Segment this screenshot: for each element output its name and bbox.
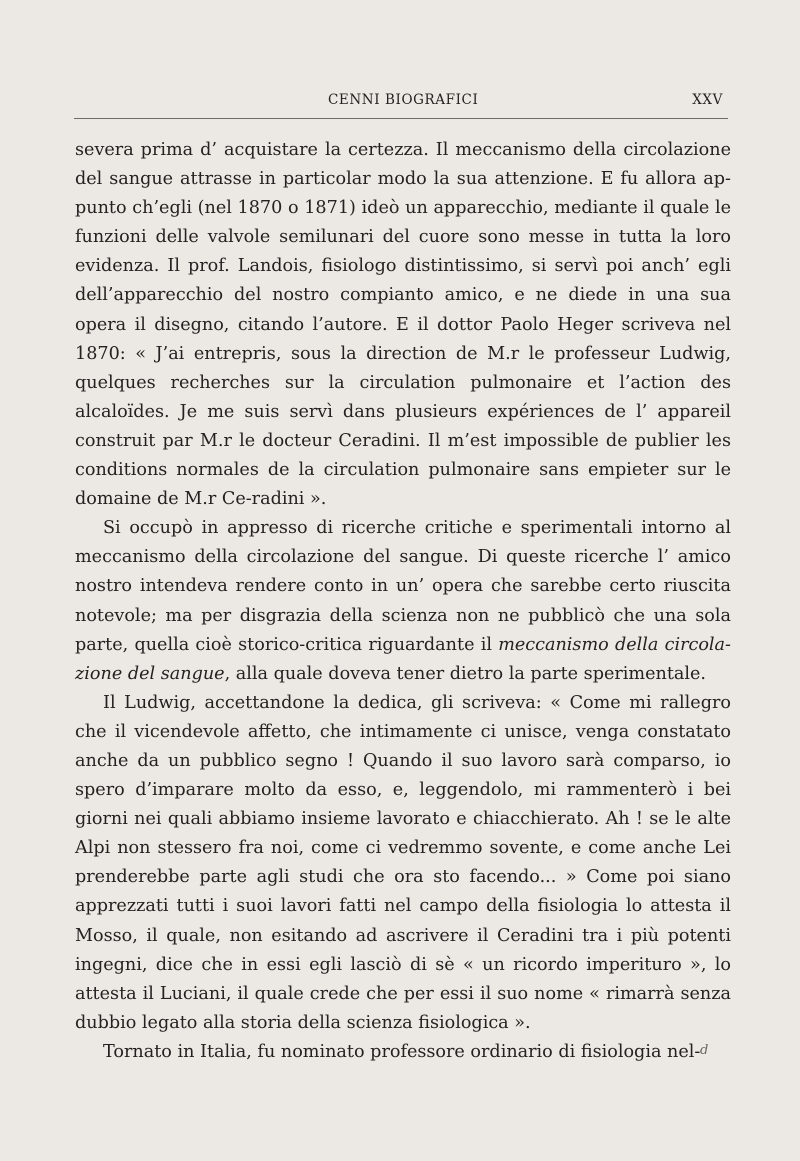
paragraph-2-text-b: , alla quale doveva tener dietro la parte sperimentale. [224,663,707,684]
page-body [75,136,731,1067]
signature-mark: d [700,1043,709,1058]
paragraph-2-text-a: Si occupò in appresso di ricerche critiche e sperimentali intorno al meccanismo della circolazione del sangue. Di queste ricerche l’ amico nostro intendeva rendere conto in un’ opera che sarebbe certo riuscita notevole; ma per disgrazia della scienza non ne pubblicò che una sola parte, quella cioè storico-critica riguardante il [75,518,731,655]
running-title: CENNI BIOGRAFICI [328,92,479,108]
paragraph-1: severa prima d’ acquistare la certezza. Il meccanismo della circolazione del sangue attrasse in particolar modo la sua attenzione. E fu allora ap-punto ch’egli (nel 1870 o 1871) ideò un apparecchio, mediante il quale le funzioni delle valvole semilunari del cuore sono messe in tutta la loro evidenza. Il prof. Landois, fisiologo distintissimo, si servì poi anch’ egli dell’apparecchio del nostro compianto amico, e ne diede in una sua opera il disegno, citando l’autore. E il dottor Paolo Heger scriveva nel 1870: « J’ai entrepris, sous la direction de M.r le professeur Ludwig, quelques recherches sur la circulation pulmonaire et l’action des alcaloïdes. Je me suis servì dans plusieurs expériences de l’ appareil construit par M.r le docteur Ceradini. Il m’est impossible de publier les conditions normales de la circulation pulmonaire sans empieter sur le domaine de M.r Ce-radini ». [75,140,731,510]
paragraph-3: Il Ludwig, accettandone la dedica, gli scriveva: « Come mi rallegro che il vicendevole affetto, che intimamente ci unisce, venga constatato anche da un pubblico segno ! Quando il suo lavoro sarà comparso, io spero d’imparare molto da esso, e, leggendolo, mi rammenterò i bei giorni nei quali abbiamo insieme lavorato e chiacchierato. Ah ! se le alte Alpi non stessero fra noi, come ci vedremmo sovente, e come anche Lei prenderebbe parte agli studi che ora sto facendo... » Come poi siano apprezzati tutti i suoi lavori fatti nel campo della fisiologia lo attesta il Mosso, il quale, non esitando ad ascrivere il Ceradini tra i più potenti ingegni, dice che in essi egli lasciò di sè « un ricordo imperituro », lo attesta il Luciani, il quale crede che per essi il suo nome « rimarrà senza dubbio legato alla storia della scienza fisiologica ». [75,692,731,1033]
running-header [0,88,800,114]
paragraph-4: Tornato in Italia, fu nominato professore ordinario di fisiologia nel- [103,1041,701,1062]
page-number: XXV [692,92,723,108]
header-rule [74,118,728,119]
paragraph-2 [75,514,731,689]
paragraph-2-italic-title: meccanismo della circola-zione del sangue [75,634,731,684]
